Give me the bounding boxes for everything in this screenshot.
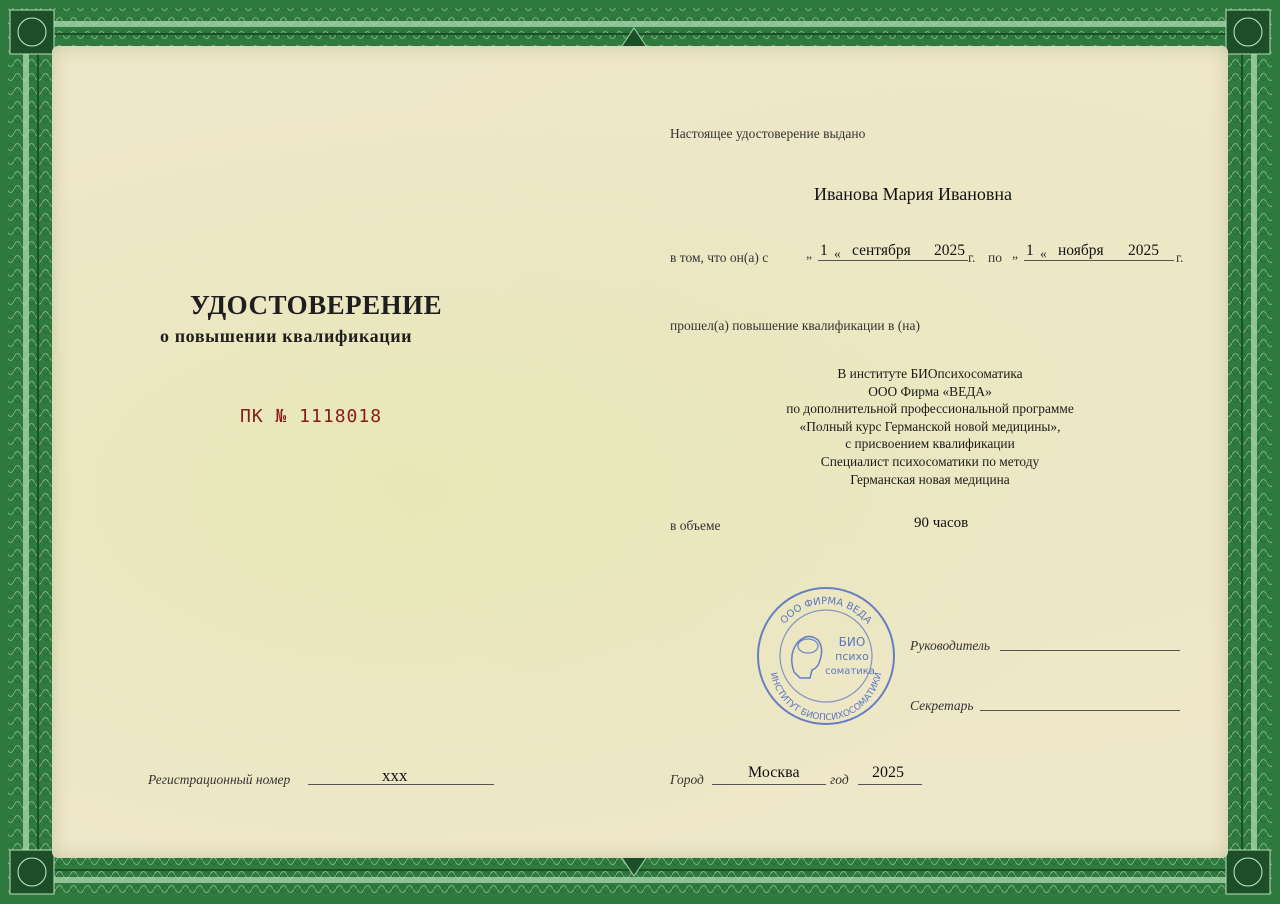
stamp-center-line: психо: [835, 650, 869, 663]
institution-line: Германская новая медицина: [850, 471, 1010, 487]
institution-line: ООО Фирма «ВЕДА»: [868, 383, 992, 399]
serial-number: ПК № 1118018: [240, 406, 383, 427]
period-prefix: в том, что он(а) с: [670, 250, 769, 265]
volume-value: 90 часов: [914, 515, 969, 531]
institution-line: «Полный курс Германской новой медицины»,: [799, 418, 1061, 434]
period-open-quote-to: „: [1012, 246, 1018, 261]
institution-line: В институте БИОпсихосоматика: [837, 366, 1023, 381]
organization-stamp: [754, 584, 898, 728]
recipient-name: Иванова Мария Ивановна: [814, 184, 1013, 204]
period-from-day: 1: [820, 242, 828, 259]
registration-value: ххх: [382, 766, 408, 785]
issued-to-label: Настоящее удостоверение выдано: [670, 126, 866, 141]
institution-block: [740, 365, 1120, 488]
period-end-suffix: г.: [1176, 250, 1184, 265]
institution-line: по дополнительной профессиональной программе: [786, 401, 1074, 417]
stamp-center-line: соматика: [825, 666, 875, 677]
period-open-quote-from: „: [806, 246, 812, 261]
year-label: год: [830, 772, 849, 787]
institution-line: Специалист психосоматики по методу: [820, 453, 1040, 469]
period-from-underline: [818, 260, 968, 261]
head-signature-line[interactable]: [1000, 650, 1180, 651]
year-value: 2025: [872, 764, 904, 781]
registration-label: Регистрационный номер: [148, 772, 291, 787]
brain-head-icon: [792, 636, 822, 678]
period-to-label: по: [988, 250, 1002, 265]
city-label: Город: [670, 772, 704, 787]
city-value: Москва: [748, 764, 800, 781]
period-to-month: ноября: [1058, 242, 1104, 259]
stamp-top-text: ООО ФИРМА ВЕДА: [778, 595, 874, 627]
head-label: Руководитель: [910, 638, 991, 653]
institution-line: с присвоением квалификации: [845, 436, 1015, 452]
stamp-center-line: БИО: [838, 635, 866, 649]
secretary-label: Секретарь: [910, 698, 974, 713]
certificate-subtitle: о повышении квалификации: [160, 326, 413, 346]
completed-label: прошел(а) повышение квалификации в (на): [670, 318, 920, 333]
city-underline: [712, 784, 826, 785]
period-to-day: 1: [1026, 242, 1034, 259]
stamp-bottom-text: ИНСТИТУТ БИОПСИХОСОМАТИКИ: [767, 671, 885, 724]
period-to-underline: [1024, 260, 1174, 261]
year-underline: [858, 784, 922, 785]
period-to-year: 2025: [1128, 242, 1159, 259]
period-close-quote-to: «: [1040, 246, 1047, 261]
period-from-year-suffix: г.: [968, 250, 976, 265]
secretary-signature-line[interactable]: [980, 710, 1180, 711]
period-from-year: 2025: [934, 242, 965, 259]
volume-label: в объеме: [670, 518, 721, 533]
period-from-month: сентября: [852, 242, 911, 259]
svg-text:ИНСТИТУТ БИОПСИХОСОМАТИКИ: [768, 672, 885, 723]
svg-text:ООО ФИРМА ВЕДА: [779, 596, 874, 627]
period-close-quote-from: «: [834, 246, 841, 261]
certificate-title: УДОСТОВЕРЕНИЕ: [190, 290, 443, 320]
